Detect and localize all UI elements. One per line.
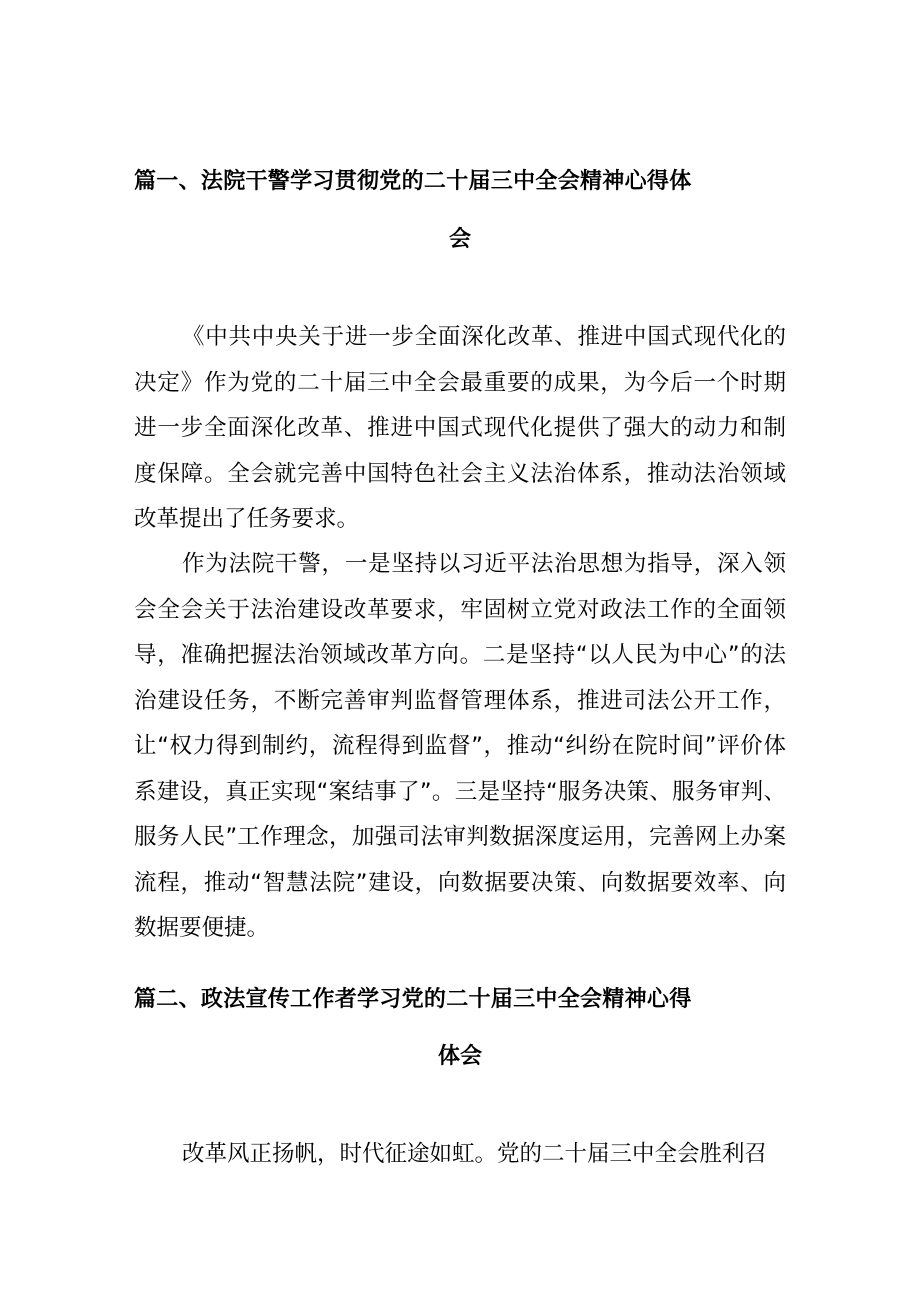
section1-title-line2: 会 bbox=[448, 227, 471, 252]
section1-paragraph-1: 《中共中央关于进一步全面深化改革、推进中国式现代化的决定》作为党的二十届三中全会最重要的成果，为今后一个时期进一步全面深化改革、推进中国式现代化提供了强大的动力和制度保障。全会就完善中国特色社会主义法治体系，推动法治领域改革提出了任务要求。 bbox=[134, 324, 786, 532]
section1-title-line1: 篇一、法院干警学习贯彻党的二十届三中全会精神心得体 bbox=[134, 169, 692, 194]
section2-title-line2: 体会 bbox=[437, 1044, 482, 1069]
section2-paragraph-1: 改革风正扬帆，时代征途如虹。党的二十届三中全会胜利召 bbox=[182, 1141, 768, 1167]
section2-title-line1: 篇二、政法宣传工作者学习党的二十届三中全会精神心得 bbox=[134, 987, 692, 1012]
section1-paragraph-2: 作为法院干警，一是坚持以习近平法治思想为指导，深入领会全会关于法治建设改革要求，牢固树立党对政法工作的全面领导，准确把握法治领域改革方向。二是坚持“以人民为中心”的法治建设任务，不断完善审判监督管理体系，推进司法公开工作，让“权力得到制约，流程得到监督”，推动“纠纷在院时间”评价体系建设，真正实现“案结事了”。三是坚持“服务决策、服务审判、服务人民”工作理念，加强司法审判数据深度运用，完善网上办案流程，推动“智慧法院”建设，向数据要决策、向数据要效率、向数据要便捷。 bbox=[134, 551, 786, 941]
